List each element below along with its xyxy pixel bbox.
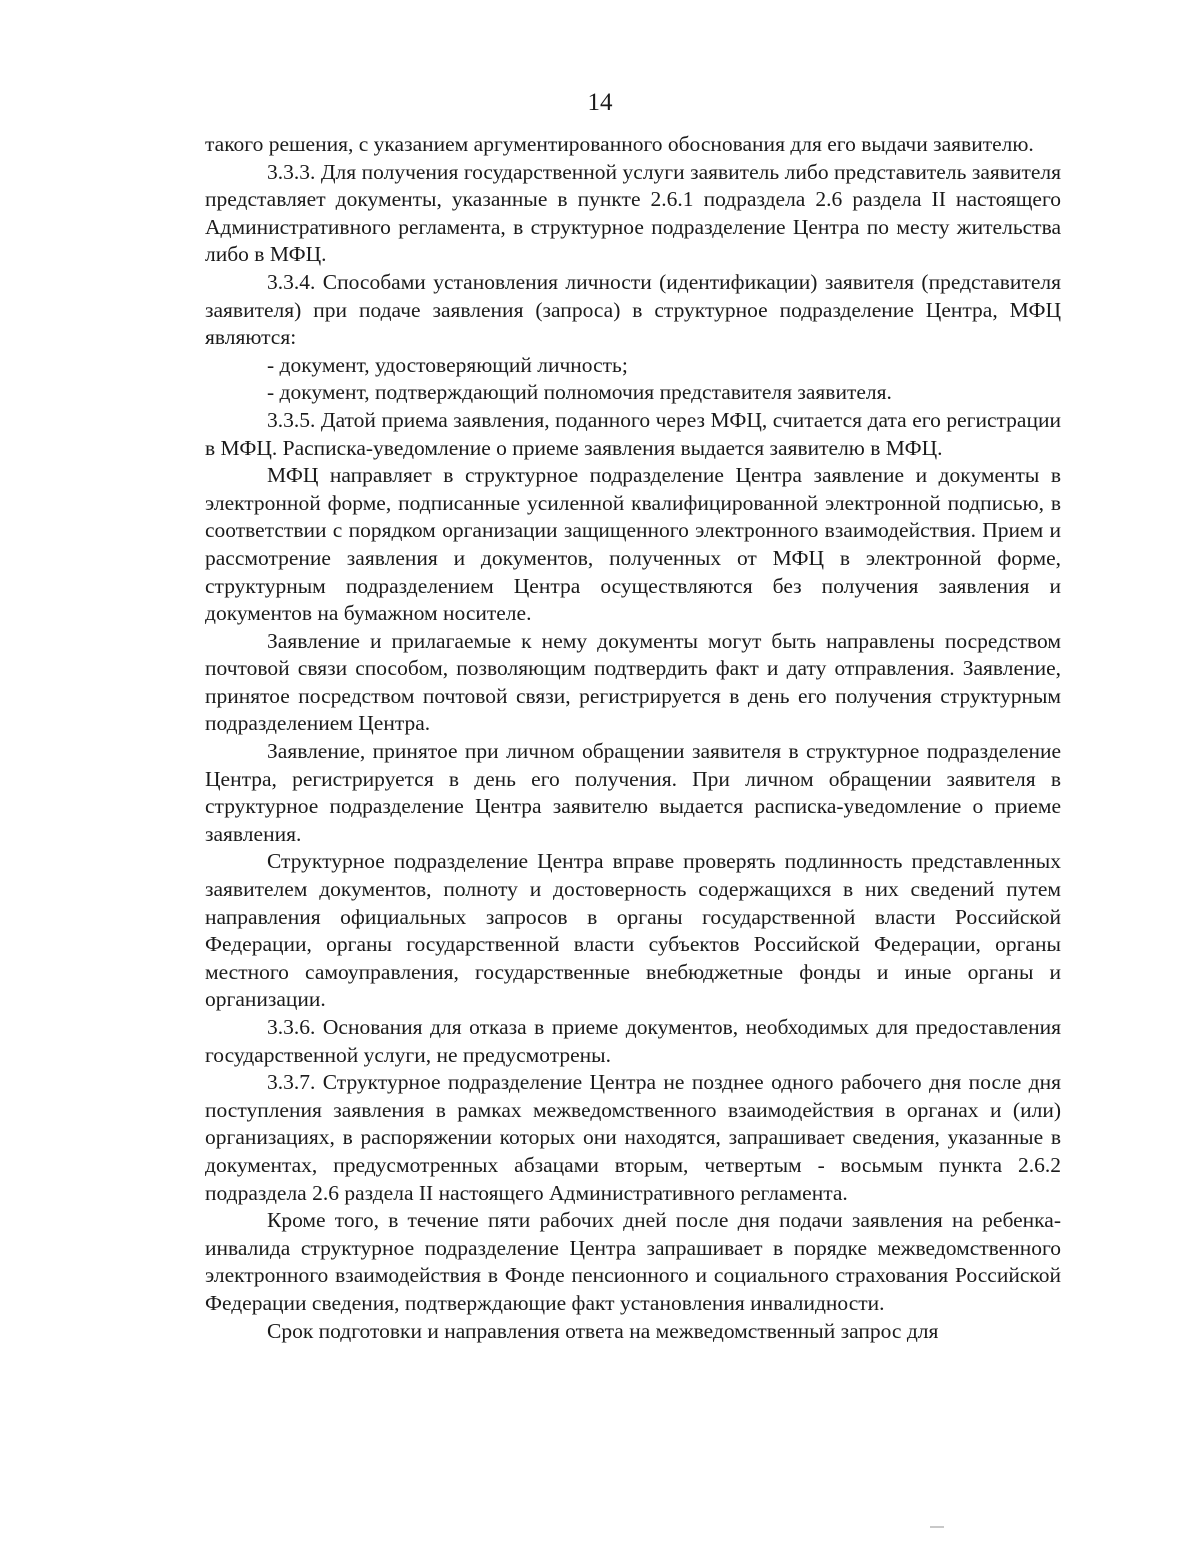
paragraph-p11: 3.3.7. Структурное подразделение Центра не позднее одного рабочего дня после дня поступления заявления в рамках межведомственного взаимодействия в органах и (или) организациях, в распоряжении которых они находятся, запрашивает сведения, указанные в документах, предусмотренных абзацами вторым, четвертым - восьмым пункта 2.6.2 подраздела 2.6 раздела II настоящего Административного регламента. — [205, 1070, 1061, 1205]
paragraph-p0: такого решения, с указанием аргументированного обоснования для его выдачи заявителю. — [205, 132, 1034, 156]
paragraph-p13: Срок подготовки и направления ответа на межведомственный запрос для — [267, 1318, 939, 1343]
paragraph-p5: 3.3.5. Датой приема заявления, поданного через МФЦ, считается дата его регистрации в МФЦ. Расписка-уведомление о приеме заявления выдается заявителю в МФЦ. — [205, 407, 1061, 460]
page-number: 14 — [587, 89, 613, 116]
paragraph-p3: - документ, удостоверяющий личность; — [267, 352, 628, 377]
paragraph-p8: Заявление, принятое при личном обращении заявителя в структурное подразделение Центра, регистрируется в день его получения. При личном обращении заявителя в структурное подразделение Центра заявителю выдается расписка-уведомление о приеме заявления. — [205, 739, 1061, 846]
paragraph-p6: МФЦ направляет в структурное подразделение Центра заявление и документы в электронной форме, подписанные усиленной квалифицированной электронной подписью, в соответствии с порядком организации защищенного электронного взаимодействия. Прием и рассмотрение заявления и документов, полученных от МФЦ в электронной форме, структурным подразделением Центра осуществляются без получения заявления и документов на бумажном носителе. — [205, 463, 1061, 626]
paragraph-p7: Заявление и прилагаемые к нему документы могут быть направлены посредством почтовой связи способом, позволяющим подтвердить факт и дату отправления. Заявление, принятое посредством почтовой связи, регистрируется в день его получения структурным подразделением Центра. — [205, 628, 1061, 736]
paragraph-p12: Кроме того, в течение пяти рабочих дней после дня подачи заявления на ребенка-инвалида структурное подразделение Центра запрашивает в порядке межведомственного электронного взаимодействия в Фонде пенсионного и социального страхования Российской Федерации сведения, подтверждающие факт установления инвалидности. — [205, 1208, 1061, 1315]
paragraph-p10: 3.3.6. Основания для отказа в приеме документов, необходимых для предоставления государственной услуги, не предусмотрены. — [205, 1015, 1061, 1067]
paragraph-p9: Структурное подразделение Центра вправе проверять подлинность представленных заявителем документов, полноту и достоверность содержащихся в них сведений путем направления официальных запросов в органы государственной власти Российской Федерации, органы государственной власти субъектов Российской Федерации, органы местного самоуправления, государственные внебюджетные фонды и иные органы и организации. — [205, 849, 1061, 1012]
paragraph-p4: - документ, подтверждающий полномочия представителя заявителя. — [267, 380, 892, 405]
scan-artifact — [930, 1526, 944, 1528]
document-body — [205, 131, 1061, 1345]
paragraph-p1: 3.3.3. Для получения государственной услуги заявитель либо представитель заявителя представляет документы, указанные в пункте 2.6.1 подраздела 2.6 раздела II настоящего Административного регламента, в структурное подразделение Центра по месту жительства либо в МФЦ. — [205, 159, 1061, 267]
paragraph-p2: 3.3.4. Способами установления личности (идентификации) заявителя (представителя заявителя) при подаче заявления (запроса) в структурное подразделение Центра, МФЦ являются: — [205, 269, 1061, 350]
